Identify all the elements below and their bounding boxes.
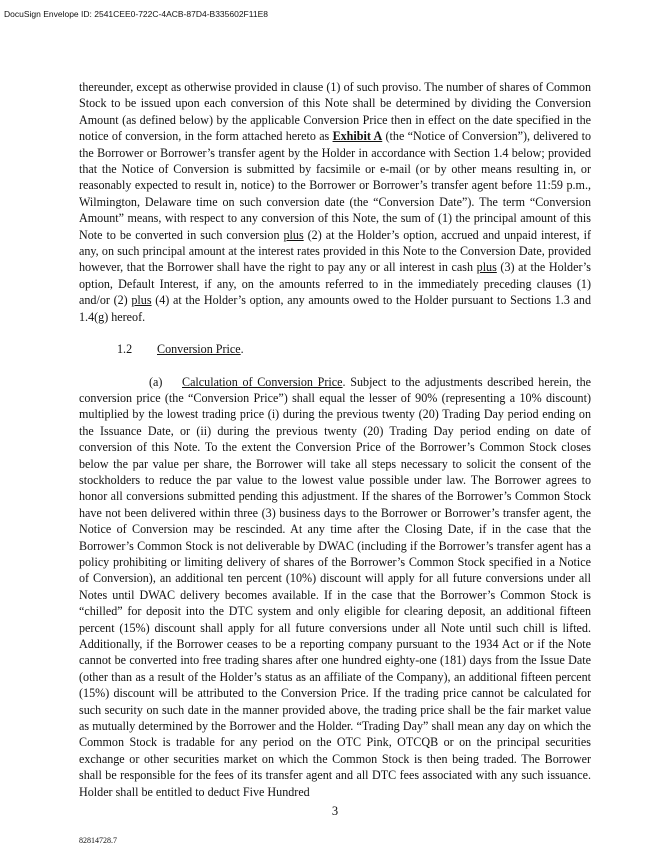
plus-term-1: plus: [283, 227, 304, 242]
plus-term-2: plus: [476, 260, 497, 275]
subsection-title: Calculation of Conversion Price: [182, 374, 343, 389]
section-title-period: .: [240, 342, 244, 357]
para1-text-3: (2) at the Holder’s option, accrued and unpaid interest, if any, on such principal amount at the interest rates provided in this Note to the Conversion Date, provided however, that the Borrower shall have the right to pay any or all interest in cash: [79, 227, 592, 275]
document-body: [79, 79, 591, 800]
page-number: 3: [331, 804, 339, 818]
section-number: 1.2: [117, 342, 133, 357]
paragraph-conversion-mechanics: [79, 79, 591, 325]
subsection-label: (a): [149, 374, 163, 389]
para1-text-4: (3) at the Holder’s option, Default Interest, if any, on the amounts referred to in the immediately preceding clauses (1) and/or (2): [79, 260, 591, 308]
document-number: 82814728.7: [79, 836, 117, 845]
para2-text: . Subject to the adjustments described herein, the conversion price (the “Conversion Price”) shall equal the lesser of 90% (representing a 10% discount) multiplied by the lowest trading price (i) during the previous twenty (20) Trading Day period ending on the Issuance Date, or (ii) during the previous twenty (20) Trading Day period ending on date of conversion of this Note. To the extent the Conversion Price of the Borrower’s Common Stock closes below the par value per share, the Borrower will take all steps necessary to solicit the consent of the stockholders to reduce the par value to the lowest value possible under law. The Borrower agrees to honor all conversions submitted pending this adjustment. If the shares of the Borrower’s Common Stock have not been delivered within three (3) business days to the Borrower or Borrower’s transfer agent, the Notice of Conversion may be rescinded. At any time after the Closing Date, if in the case that the Borrower’s Common Stock is not deliverable by DWAC (including if the Borrower’s transfer agent has a policy prohibiting or limiting delivery of shares of the Borrower’s Common Stock specified in a Notice of Conversion), an additional ten percent (10%) discount will apply for all future conversions under all Notes until DWAC delivery becomes available. If in the case that the Borrower’s Common Stock is “chilled” for deposit into the DTC system and only eligible for clearing deposit, an additional fifteen percent (15%) discount shall apply for all future conversions under all Note until such chill is lifted. Additionally, if the Borrower ceases to be a reporting company pursuant to the 1934 Act or if the Note cannot be converted into free trading shares after one hundred eighty-one (181) days from the Issue Date (other than as a result of the Holder’s status as an affiliate of the Company), an additional fifteen percent (15%) discount will be attributed to the Conversion Price. If the trading price cannot be calculated for such security on such date in the manner provided above, the trading price shall be the fair market value as mutually determined by the Borrower and the Holder. “Trading Day” shall mean any day on which the Common Stock is tradable for any period on the OTC Pink, OTCQB or on the principal securities exchange or other securities market on which the Common Stock is then being traded. The Borrower shall be responsible for the fees of its transfer agent and all DTC fees associated with any such issuance. Holder shall be entitled to deduct Five Hundred: [79, 374, 591, 799]
exhibit-a-reference: Exhibit A: [332, 129, 383, 144]
paragraph-calculation-of-conversion-price: [79, 374, 591, 801]
para1-text-5: (4) at the Holder’s option, any amounts owed to the Holder pursuant to Sections 1.3 and 1.4(g) hereof.: [79, 293, 592, 324]
para1-text-1: thereunder, except as otherwise provided in clause (1) of such proviso. The number of shares of Common Stock to be issued upon each conversion of this Note shall be determined by dividing the Conversion Amount (as defined below) by the applicable Conversion Price then in effect on the date specified in the notice of conversion, in the form attached hereto as: [79, 80, 591, 144]
section-title: Conversion Price: [157, 342, 241, 357]
docusign-envelope-id: DocuSign Envelope ID: 2541CEE0-722C-4ACB-87D4-B335602F11E8: [4, 9, 268, 19]
plus-term-3: plus: [131, 293, 152, 308]
para1-text-2: (the “Notice of Conversion”), delivered to the Borrower or Borrower’s transfer agent by the Holder in accordance with Section 1.4 below; provided that the Notice of Conversion is submitted by facsimile or e-mail (or by other means resulting in, or reasonably expected to result in, notice) to the Borrower or Borrower’s transfer agent before 11:59 p.m., Wilmington, Delaware time on such conversion date (the “Conversion Date”). The term “Conversion Amount” means, with respect to any conversion of this Note, the sum of (1) the principal amount of this Note to be converted in such conversion: [79, 129, 592, 242]
section-heading: [79, 341, 591, 357]
